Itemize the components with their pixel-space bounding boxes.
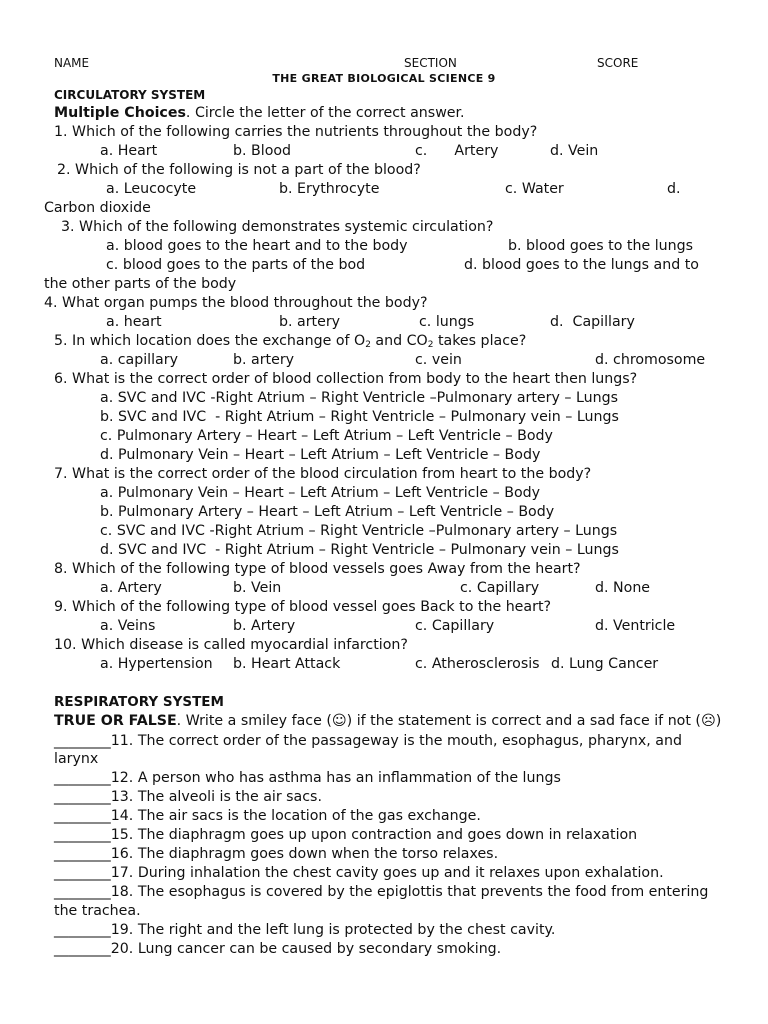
q10-choice-c: c. Atherosclerosis	[415, 656, 540, 672]
instructions-text: . Circle the letter of the correct answer.	[185, 105, 465, 121]
statement-text: 14. The air sacs is the location of the gas exchange.	[110, 808, 481, 824]
q5-stem-pre: 5. In which location does the exchange of O	[54, 333, 366, 349]
circulatory-heading: CIRCULATORY SYSTEM	[54, 88, 206, 102]
q6-choice-d: d. Pulmonary Vein – Heart – Left Atrium – Left Ventricle – Body	[100, 447, 541, 463]
statement-text: 17. During inhalation the chest cavity goes up and it relaxes upon exhalation.	[110, 865, 664, 881]
question-6: 6. What is the correct order of blood collection from body to the heart then lungs?	[54, 371, 638, 387]
q5-choice-c: c. vein	[415, 352, 462, 368]
q3-choice-b: b. blood goes to the lungs	[508, 238, 694, 254]
respiratory-heading: RESPIRATORY SYSTEM	[54, 694, 224, 710]
q9-choice-b: b. Artery	[233, 618, 296, 634]
q4-choice-d: d. Capillary	[550, 314, 635, 330]
statement-text: 18. The esophagus is covered by the epiglottis that prevents the food from entering	[110, 884, 709, 900]
q9-choice-d: d. Ventricle	[595, 618, 676, 634]
q8-choice-b: b. Vein	[233, 580, 282, 596]
question-2: 2. Which of the following is not a part of the blood?	[57, 162, 421, 178]
statement-text: 19. The right and the left lung is protected by the chest cavity.	[110, 922, 556, 938]
q3-choice-c: c. blood goes to the parts of the bod	[106, 257, 366, 273]
item-18-cont: the trachea.	[54, 903, 141, 919]
answer-blank: ________	[54, 922, 111, 938]
q8-choice-a: a. Artery	[100, 580, 162, 596]
q1-choice-d: d. Vein	[550, 143, 599, 159]
item-15	[54, 826, 637, 845]
q7-choice-d: d. SVC and IVC - Right Atrium – Right Ventricle – Pulmonary vein – Lungs	[100, 542, 619, 558]
name-label: NAME	[54, 56, 90, 70]
q7-choice-c: c. SVC and IVC -Right Atrium – Right Ventricle –Pulmonary artery – Lungs	[100, 523, 618, 539]
item-16	[54, 845, 498, 864]
q1-choice-b: b. Blood	[233, 143, 292, 159]
answer-blank: ________	[54, 846, 111, 862]
statement-text: 12. A person who has asthma has an inflammation of the lungs	[110, 770, 561, 786]
statement-text: 11. The correct order of the passageway is the mouth, esophagus, pharynx, and	[110, 733, 682, 749]
tf-text: . Write a smiley face (☺) if the statement is correct and a sad face if not (☹)	[176, 713, 722, 729]
statement-text: 16. The diaphragm goes down when the torso relaxes.	[110, 846, 499, 862]
answer-blank: ________	[54, 808, 111, 824]
page-title: THE GREAT BIOLOGICAL SCIENCE 9	[272, 72, 496, 85]
q4-choice-a: a. heart	[106, 314, 162, 330]
answer-blank: ________	[54, 770, 111, 786]
section-label: SECTION	[404, 56, 457, 70]
question-1: 1. Which of the following carries the nutrients throughout the body?	[54, 124, 538, 140]
statement-text: 20. Lung cancer can be caused by secondary smoking.	[110, 941, 502, 957]
q10-choice-b: b. Heart Attack	[233, 656, 341, 672]
score-label: SCORE	[597, 56, 639, 70]
q5-choice-a: a. capillary	[100, 352, 178, 368]
q1-choice-c: c. Artery	[415, 143, 499, 159]
item-20	[54, 940, 501, 959]
item-13	[54, 788, 322, 807]
question-8: 8. Which of the following type of blood vessels goes Away from the heart?	[54, 561, 581, 577]
tf-bold: TRUE OR FALSE	[54, 713, 177, 729]
q3-choice-a: a. blood goes to the heart and to the body	[106, 238, 408, 254]
q2-choice-a: a. Leucocyte	[106, 181, 197, 197]
q7-choice-a: a. Pulmonary Vein – Heart – Left Atrium – Left Ventricle – Body	[100, 485, 541, 501]
respiratory-instructions	[54, 712, 721, 731]
q5-stem-post: takes place?	[433, 333, 527, 349]
item-18	[54, 883, 708, 902]
answer-blank: ________	[54, 941, 111, 957]
q8-choice-d: d. None	[595, 580, 651, 596]
answer-blank: ________	[54, 733, 111, 749]
item-14	[54, 807, 481, 826]
q2-choice-c: c. Water	[505, 181, 564, 197]
q5-subscript-1: 2	[365, 340, 371, 350]
q7-choice-b: b. Pulmonary Artery – Heart – Left Atrium – Left Ventricle – Body	[100, 504, 555, 520]
q9-choice-c: c. Capillary	[415, 618, 495, 634]
q9-choice-a: a. Veins	[100, 618, 156, 634]
q5-stem-mid: and CO	[370, 333, 428, 349]
question-3: 3. Which of the following demonstrates systemic circulation?	[61, 219, 494, 235]
answer-blank: ________	[54, 789, 111, 805]
q2-choice-d-cont: Carbon dioxide	[44, 200, 151, 216]
answer-blank: ________	[54, 884, 111, 900]
item-12	[54, 769, 561, 788]
q2-choice-b: b. Erythrocyte	[279, 181, 380, 197]
q8-choice-c: c. Capillary	[460, 580, 540, 596]
q6-choice-b: b. SVC and IVC - Right Atrium – Right Ventricle – Pulmonary vein – Lungs	[100, 409, 619, 425]
q4-choice-b: b. artery	[279, 314, 341, 330]
item-17	[54, 864, 664, 883]
question-7: 7. What is the correct order of the blood circulation from heart to the body?	[54, 466, 592, 482]
q10-choice-d: d. Lung Cancer	[551, 656, 659, 672]
q2-choice-d: d.	[667, 181, 681, 197]
answer-blank: ________	[54, 865, 111, 881]
question-10: 10. Which disease is called myocardial infarction?	[54, 637, 408, 653]
q5-choice-d: d. chromosome	[595, 352, 706, 368]
question-4: 4. What organ pumps the blood throughout the body?	[44, 295, 428, 311]
statement-text: 15. The diaphragm goes up upon contraction and goes down in relaxation	[110, 827, 638, 843]
q4-choice-c: c. lungs	[419, 314, 475, 330]
statement-text: 13. The alveoli is the air sacs.	[110, 789, 322, 805]
item-19	[54, 921, 555, 940]
answer-blank: ________	[54, 827, 111, 843]
question-9: 9. Which of the following type of blood vessel goes Back to the heart?	[54, 599, 552, 615]
item-11-cont: larynx	[54, 751, 99, 767]
q5-choice-b: b. artery	[233, 352, 295, 368]
q3-choice-d-cont: the other parts of the body	[44, 276, 237, 292]
q6-choice-a: a. SVC and IVC -Right Atrium – Right Ventricle –Pulmonary artery – Lungs	[100, 390, 619, 406]
instructions-bold: Multiple Choices	[54, 105, 186, 121]
q6-choice-c: c. Pulmonary Artery – Heart – Left Atrium – Left Ventricle – Body	[100, 428, 553, 444]
q5-subscript-2: 2	[427, 340, 434, 350]
q3-choice-d: d. blood goes to the lungs and to	[464, 257, 699, 273]
item-11	[54, 732, 682, 751]
q1-choice-a: a. Heart	[100, 143, 158, 159]
q10-choice-a: a. Hypertension	[100, 656, 213, 672]
circulatory-instructions	[54, 104, 465, 123]
